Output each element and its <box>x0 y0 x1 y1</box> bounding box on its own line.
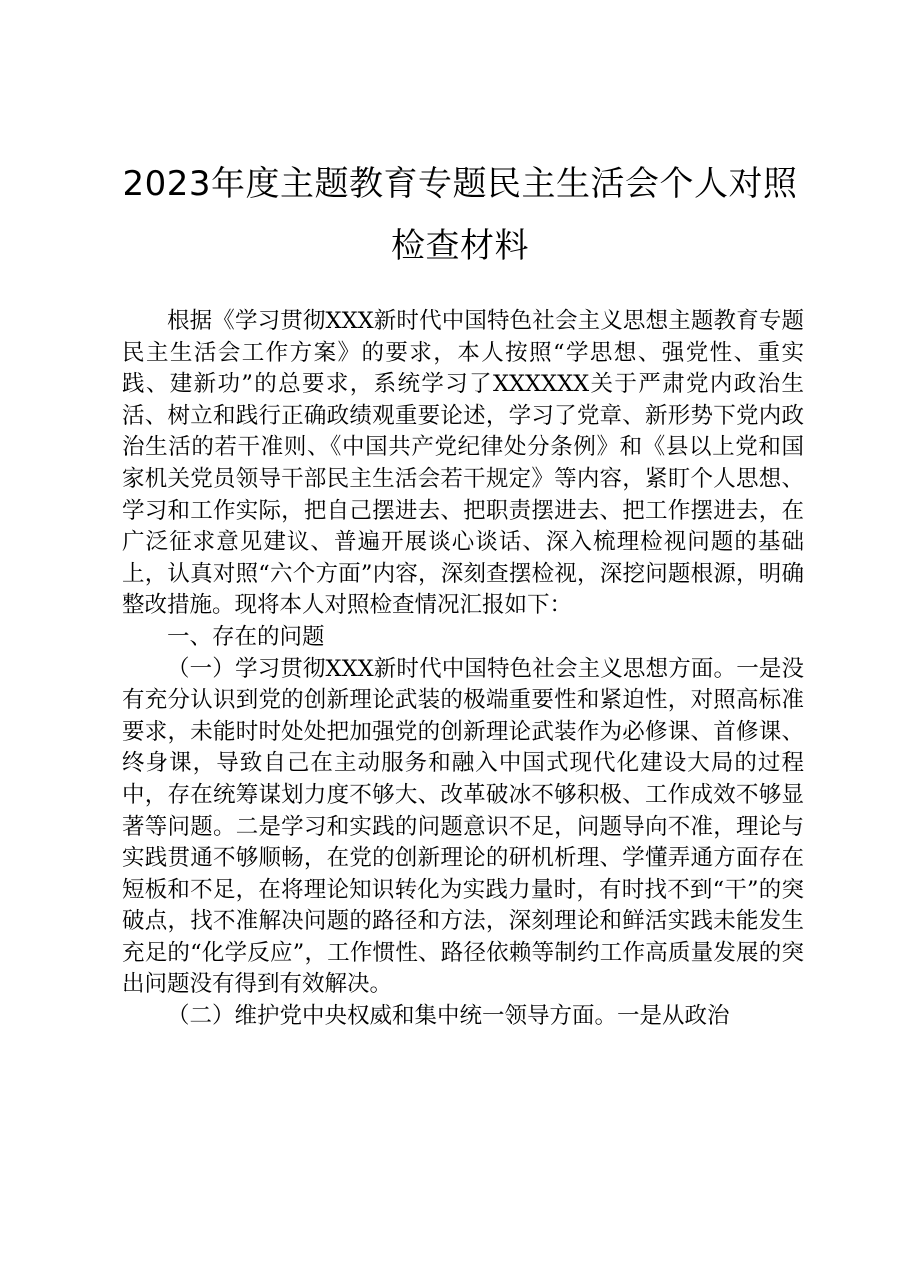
intro-paragraph: 根据《学习贯彻XXX新时代中国特色社会主义思想主题教育专题民主生活会工作方案》的要求，本人按照“学思想、强党性、重实践、建新功”的总要求，系统学习了XXXXXX关于严肃党内政治生活、树立和践行正确政绩观重要论述，学习了党章、新形势下党内政治生活的若干准则、《中国共产党纪律处分条例》和《县以上党和国家机关党员领导干部民主生活会若干规定》等内容，紧盯个人思想、学习和工作实际，把自己摆进去、把职责摆进去、把工作摆进去，在广泛征求意见建议、普遍开展谈心谈话、深入梳理检视问题的基础上，认真对照“六个方面”内容，深刻查摆检视，深挖问题根源，明确整改措施。现将本人对照检查情况汇报如下： <box>122 308 804 619</box>
title-line-1: 2023年度主题教育专题民主生活会个人对照 <box>122 164 798 204</box>
title-line-2: 检查材料 <box>391 226 529 266</box>
document-body <box>122 306 804 1033</box>
section-heading-problems: 一、存在的问题 <box>167 623 325 650</box>
document-title <box>120 153 800 277</box>
subsection-authority-paragraph: （二）维护党中央权威和集中统一领导方面。一是从政治 <box>167 1003 730 1030</box>
subsection-study-paragraph: （一）学习贯彻XXX新时代中国特色社会主义思想方面。一是没有充分认识到党的创新理论武装的极端重要性和紧迫性，对照高标准要求，未能时时处处把加强党的创新理论武装作为必修课、首修课、终身课，导致自己在主动服务和融入中国式现代化建设大局的过程中，存在统筹谋划力度不够大、改革破冰不够积极、工作成效不够显著等问题。二是学习和实践的问题意识不足，问题导向不准，理论与实践贯通不够顺畅，在党的创新理论的研机析理、学懂弄通方面存在短板和不足，在将理论知识转化为实践力量时，有时找不到“干”的突破点，找不准解决问题的路径和方法，深刻理论和鲜活实践未能发生充足的“化学反应”，工作惯性、路径依赖等制约工作高质量发展的突出问题没有得到有效解决。 <box>122 655 804 998</box>
